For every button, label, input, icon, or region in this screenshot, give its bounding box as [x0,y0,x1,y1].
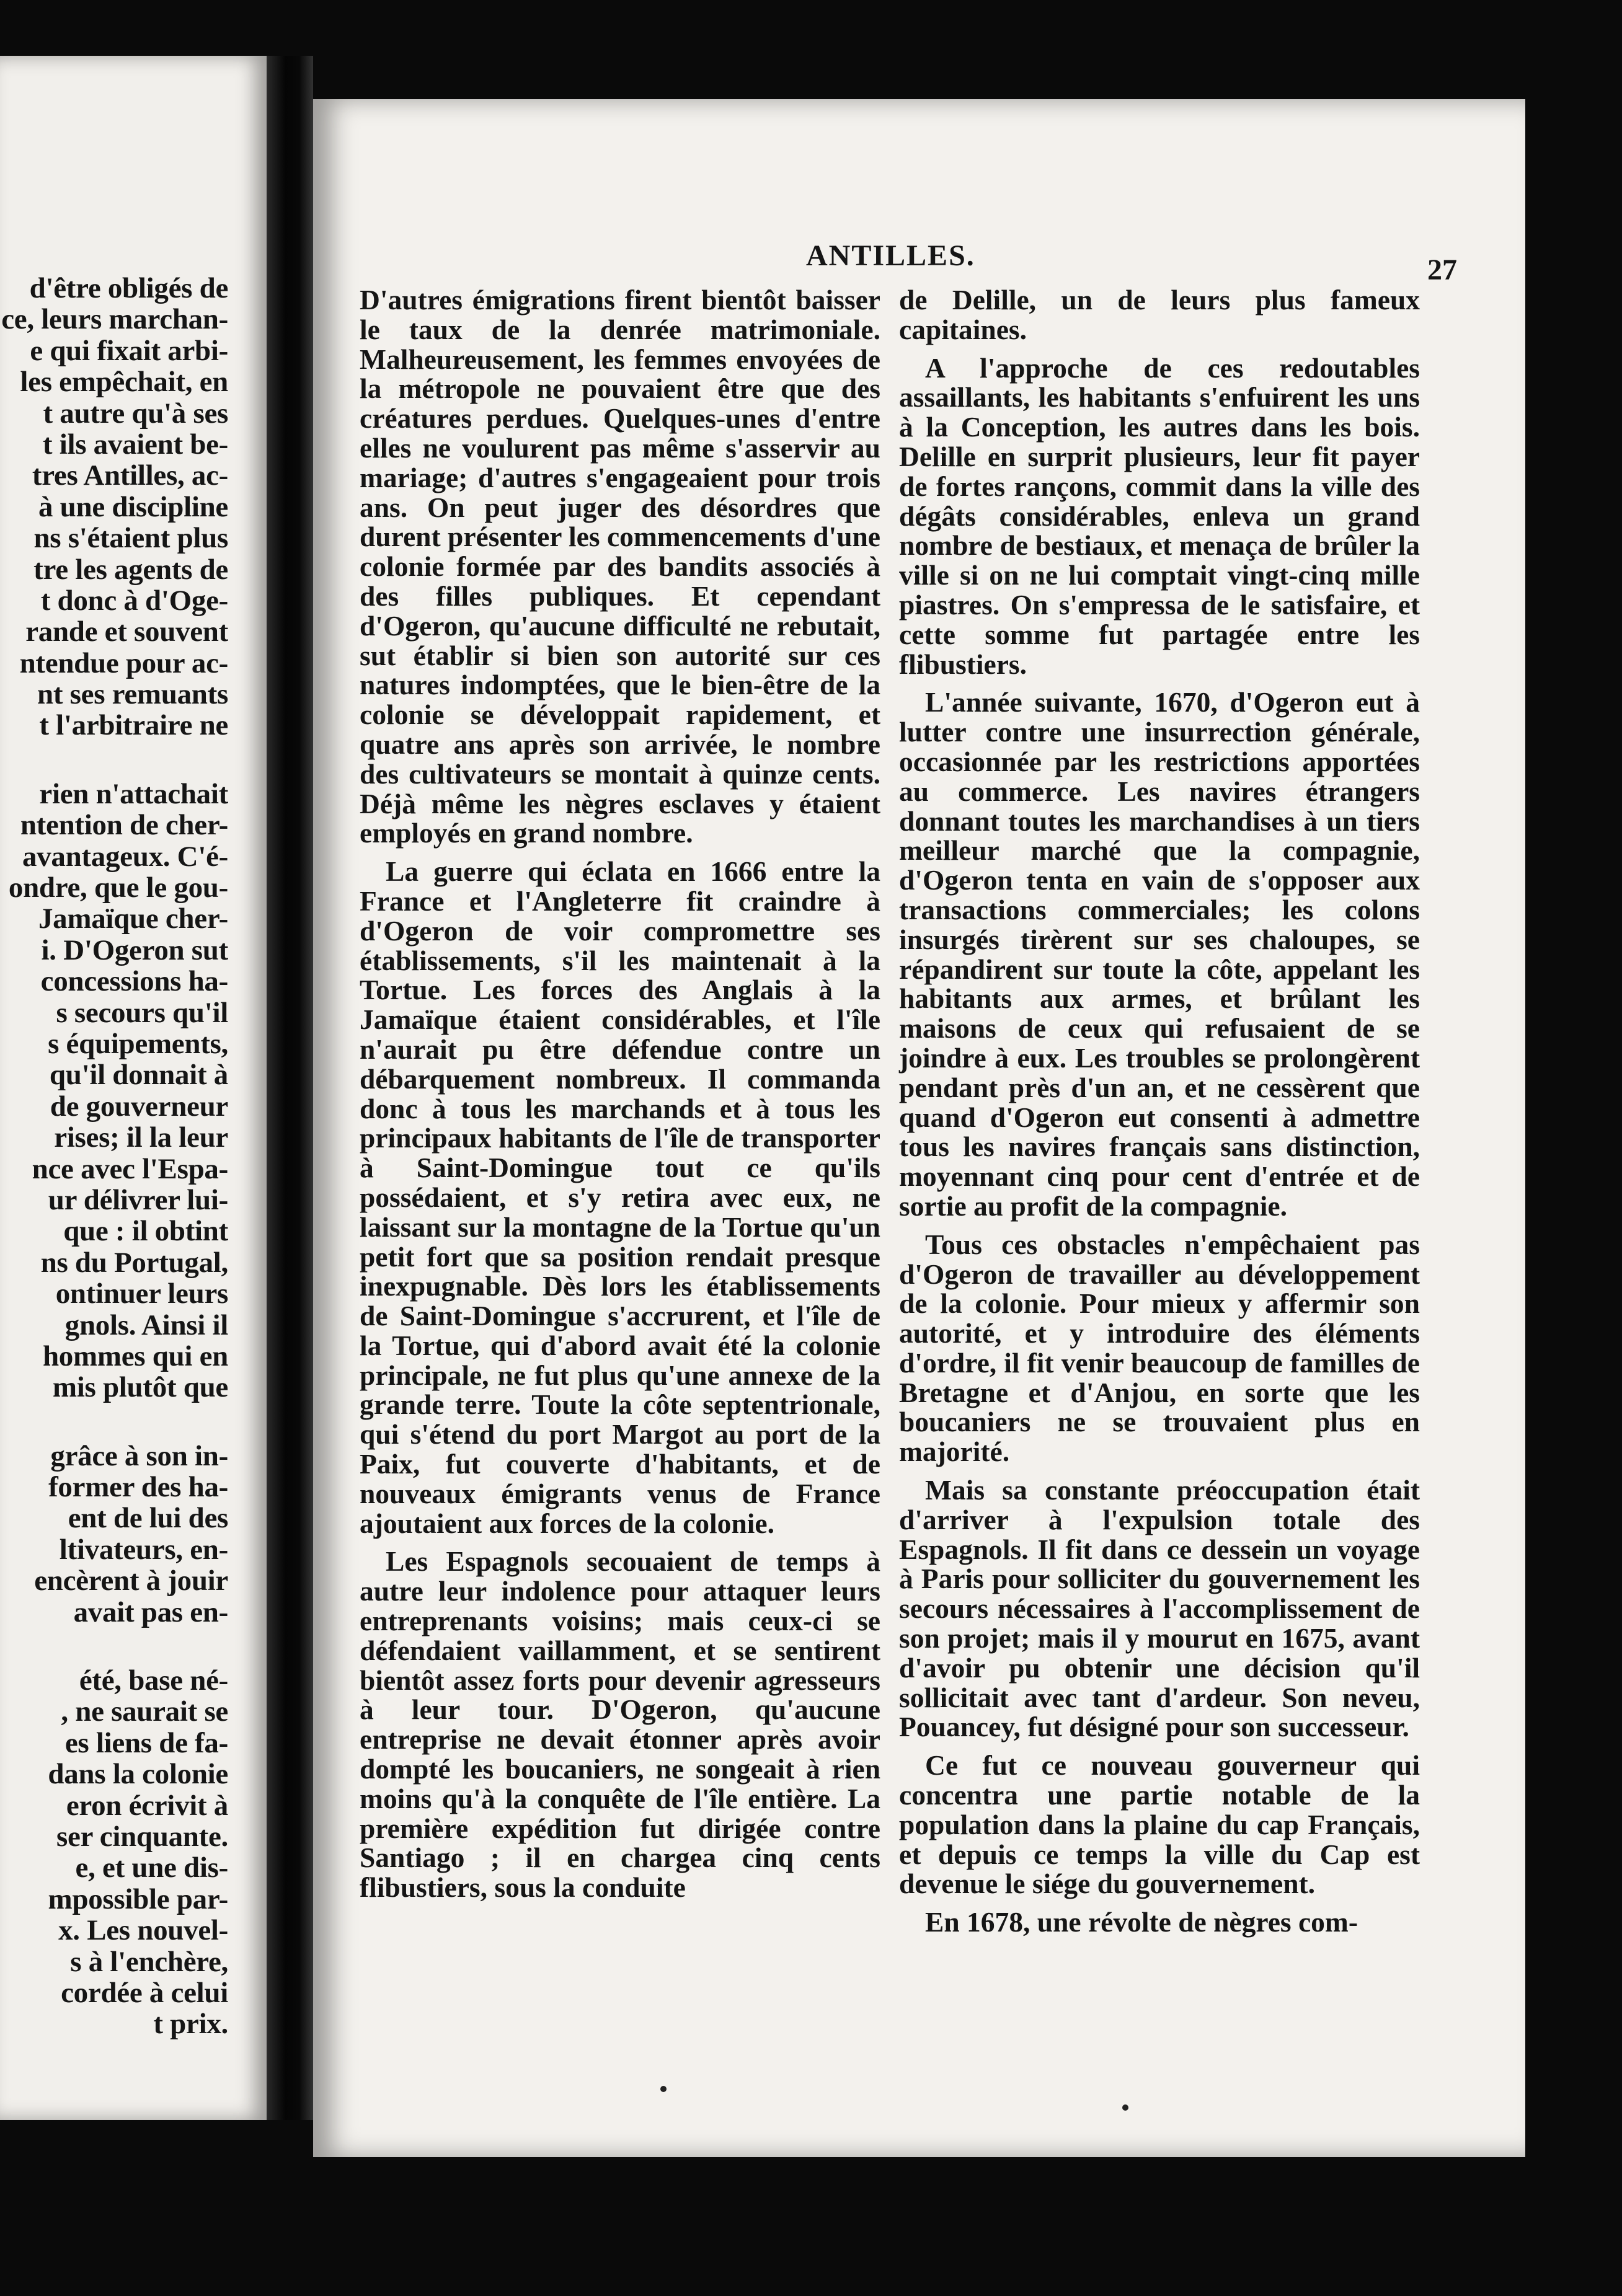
paragraph: A l'approche de ces redoutables assaillants, les habitants s'enfuirent les uns à la Conception, les autres dans les bois. Delille en surprit plusieurs, leur fit payer de fortes rançons, commit dans la ville des dégâts considérables, enleva un grand nombre de bestiaux, et menaça de brûler la ville si on ne lui comptait vingt-cinq mille piastres. On s'empressa de le satisfaire, et cette somme fut partagée entre les flibustiers. [899,351,1420,680]
ink-speck [660,2086,667,2092]
paragraph: L'année suivante, 1670, d'Ogeron eut à lutter contre une insurrection générale, occasionnée par les restrictions apportées au commerce. Les navires étrangers donnant toutes les marchandises à un tiers meilleur marché que la compagnie, d'Ogeron tenta en vain de s'opposer aux transactions commerciales; les colons insurgés tirèrent sur ses chaloupes, se répandirent sur toute la côte, appelant les habitants aux armes, et brûlant les maisons de ceux qui refusaient de se joindre à eux. Les troubles se prolongèrent pendant près d'un an, et ne cessèrent que quand d'Ogeron eut consenti à admettre tous les navires français sans distinction, moyennant cinq pour cent d'entrée et de sortie au profit de la compagnie. [899,686,1420,1222]
text-fragment-line: x. Les nouvel- [58,1915,228,1946]
paragraph: de Delille, un de leurs plus fameux capitaines. [899,284,1420,345]
text-fragment-line: e, et une dis- [75,1852,228,1884]
text-fragment-line: hommes qui en [42,1340,228,1372]
text-fragment-line: ent de lui des [68,1503,228,1534]
left-facing-page [0,56,267,2120]
text-fragment-line: encèrent à jouir [34,1565,228,1597]
text-fragment-line: grâce à son in- [50,1440,228,1472]
text-fragment-line: es liens de fa- [64,1727,228,1759]
text-fragment-line: rien n'attachait [39,778,228,810]
text-fragment-line: ntendue pour ac- [19,647,228,679]
text-fragment-line: ontinuer leurs [55,1278,228,1310]
text-fragment-line: ns du Portugal, [40,1247,228,1279]
text-fragment-line: s secours qu'il [56,997,228,1028]
text-fragment-line: les empêchait, en [20,366,228,398]
text-fragment-line: i. D'Ogeron sut [41,934,228,966]
text-fragment-line: ur délivrer lui- [48,1184,228,1216]
text-fragment-line: mis plutôt que [52,1372,228,1403]
text-fragment-line: nce avec l'Espa- [32,1153,228,1185]
book-gutter [267,56,313,2120]
running-title: ANTILLES. [806,239,975,272]
paragraph: En 1678, une révolte de nègres com- [925,1906,1358,1938]
text-fragment-line: rises; il la leur [54,1122,228,1154]
text-fragment-line: que : il obtint [63,1216,228,1247]
text-fragment-line: Jamaïque cher- [38,903,228,935]
text-fragment-line: nt ses remuants [37,679,228,710]
text-fragment-line: ce, leurs marchan- [1,304,228,335]
text-fragment-line: concessions ha- [40,966,228,997]
ink-speck [1122,2104,1128,2111]
line-gap [0,741,228,779]
text-fragment-line: t ils avaient be- [42,428,228,461]
text-fragment-line: s équipements, [48,1028,228,1060]
text-fragment-line: e qui fixait arbi- [30,335,228,367]
text-fragment-line: avantageux. C'é- [22,841,228,873]
text-fragment-line: t autre qu'à ses [43,397,228,429]
text-column-left [360,285,880,1911]
text-fragment-line: , ne saurait se [61,1696,228,1728]
text-fragment-line: d'être obligés de [29,273,228,304]
text-fragment-line: s à l'enchère, [70,1946,228,1977]
paragraph: Ce fut ce nouveau gouverneur qui concentra une partie notable de la population dans la plaine du cap Français, et depuis ce temps la ville du Cap est devenue le siége du gouvernement. [899,1749,1420,1900]
line-gap [0,1403,228,1441]
text-fragment-line: été, base né- [79,1665,228,1697]
text-fragment-line: eron écrivit à [66,1790,228,1821]
text-column-right [899,285,1420,1946]
text-fragment-line: tre les agents de [33,554,228,585]
text-fragment-line: ondre, que le gou- [8,872,228,904]
text-fragment-line: t l'arbitraire ne [39,710,228,741]
text-fragment-line: ltivateurs, en- [59,1534,228,1566]
text-fragment-line: mpossible par- [48,1883,228,1915]
text-fragment-line: dans la colonie [48,1759,228,1790]
right-page [313,99,1525,2157]
text-fragment-line: à une discipline [38,491,228,523]
paragraph: Tous ces obstacles n'empêchaient pas d'Ogeron de travailler au développement de la colonie. Pour mieux y affermir son autorité, et y introduire des éléments d'ordre, il fit venir beaucoup de familles de Bretagne et d'Anjou, en sorte que les boucaniers ne se trouvaient plus en majorité. [899,1228,1420,1468]
text-fragment-line: ntention de cher- [20,810,228,841]
text-fragment-line: de gouverneur [50,1090,228,1123]
paragraph: La guerre qui éclata en 1666 entre la France et l'Angleterre fit craindre à d'Ogeron de voir compromettre ses établissements, s'il les maintenait à la Tortue. Les forces des Anglais à la Jamaïque étaient considérables, et l'île n'aurait pu être défendue contre un débarquement nombreux. Il commanda donc à tous les marchands et à tous les principaux habitants de l'île de transporter à Saint-Domingue tout ce qu'ils possédaient, et s'y retira avec eux, ne laissant sur la montagne de la Tortue qu'un petit fort que sa position rendait presque inexpugnable. Dès lors les établissements de Saint-Domingue s'accrurent, et l'île de la Tortue, qui d'abord avait été la colonie principale, ne fut plus qu'une annexe de la grande terre. Toute la côte septentrionale, qui s'étend du port Margot au port de la Paix, fut couverte d'habitants, et de nouveaux émigrants venus de France ajoutaient aux forces de la colonie. [360,855,880,1539]
paragraph: Mais sa constante préoccupation était d'arriver à l'expulsion totale des Espagnols. Il fit dans ce dessein un voyage à Paris pour solliciter du gouvernement les secours nécessaires à l'accomplissement de son projet; mais il y mourut en 1675, avant d'avoir pu obtenir une décision qu'il sollicitait avec tant d'ardeur. Son neveu, Pouancey, fut désigné pour son successeur. [899,1474,1420,1743]
text-fragment-line: former des ha- [48,1472,228,1503]
text-fragment-line: t donc à d'Oge- [40,585,228,617]
text-fragment-line: cordée à celui [61,1977,228,2009]
text-fragment-line: gnols. Ainsi il [64,1309,228,1341]
text-fragment-line: qu'il donnait à [49,1059,228,1091]
text-fragment-line: rande et souvent [25,616,228,648]
left-page-text-fragments [0,273,228,2040]
text-fragment-line: ser cinquante. [56,1821,228,1853]
text-fragment-line: avait pas en- [73,1596,228,1628]
text-fragment-line: tres Antilles, ac- [32,460,228,492]
page-number: 27 [1427,254,1457,286]
paragraph: Les Espagnols secouaient de temps à autre leur indolence pour attaquer leurs entreprenants voisins; mais ceux-ci se défendaient vaillamment, et se sentirent bientôt assez forts pour devenir agresseurs à leur tour. D'Ogeron, qu'aucune entreprise ne devait étonner après avoir dompté les boucaniers, ne songeait à rien moins qu'à la conquête de l'île entière. La première expédition fut dirigée contre Santiago ; il en chargea cinq cents flibustiers, sous la conduite [360,1545,880,1904]
line-gap [0,1628,228,1665]
paragraph: D'autres émigrations firent bientôt baisser le taux de la denrée matrimoniale. Malheureusement, les femmes envoyées de la métropole ne pouvaient être que des créatures perdues. Quelques-unes d'entre elles ne voulurent pas même s'asservir au mariage; d'autres s'engageaient pour trois ans. On peut juger des désordres que durent présenter les commencements d'une colonie formée par des bandits associés à des filles publiques. Et cependant d'Ogeron, qu'aucune difficulté ne rebutait, sut établir si bien son autorité sur ces natures indomptées, que le bien-être de la colonie se développait rapidement, et quatre ans après son arrivée, le nombre des cultivateurs se montait à quinze cents. Déjà même les nègres esclaves y étaient employés en grand nombre. [360,284,880,849]
text-fragment-line: t prix. [153,2008,228,2040]
text-fragment-line: ns s'étaient plus [33,523,228,554]
